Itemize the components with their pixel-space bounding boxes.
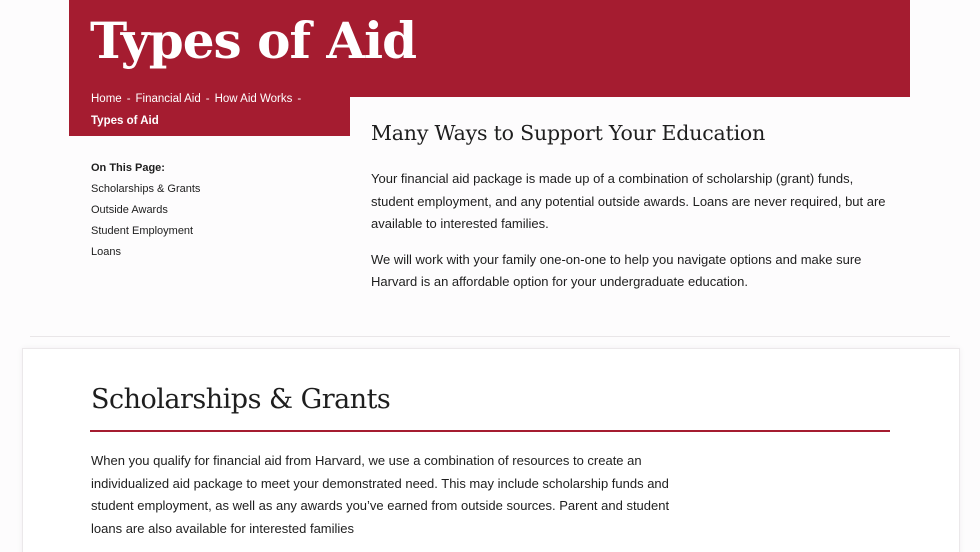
intro-heading: Many Ways to Support Your Education	[371, 121, 766, 145]
breadcrumb-financial-aid[interactable]: Financial Aid	[135, 93, 201, 105]
page-title: Types of Aid	[90, 11, 417, 70]
section-body: When you qualify for financial aid from Harvard, we use a combination of resources to create an individualized aid package to meet your demonstrated need. This may include scholarship funds and student employment, as well as any awards you’ve earned from outside sources. Parent and student loans are also available for interested families	[91, 453, 670, 536]
toc-heading: On This Page:	[91, 162, 165, 174]
toc-item-student-employment[interactable]: Student Employment	[91, 225, 194, 237]
section-title: Scholarships & Grants	[91, 384, 391, 415]
toc-item-scholarships-grants[interactable]: Scholarships & Grants	[91, 183, 201, 195]
breadcrumb-separator: -	[126, 93, 131, 105]
breadcrumb	[91, 88, 341, 132]
intro-paragraph: We will work with your family one-on-one to help you navigate options and make sure Harvard is an affordable option for your undergraduate education.	[371, 251, 862, 289]
section-divider	[30, 336, 950, 337]
toc-item-outside-awards[interactable]: Outside Awards	[91, 204, 168, 216]
breadcrumb-how-aid-works[interactable]: How Aid Works	[214, 93, 293, 105]
breadcrumb-separator: -	[297, 93, 302, 105]
breadcrumb-home[interactable]: Home	[91, 93, 122, 105]
toc-item-loans[interactable]: Loans	[91, 246, 121, 258]
intro-paragraph: Your financial aid package is made up of a combination of scholarship (grant) funds, student employment, and any potential outside awards. Loans are never required, but are available to interested families.	[371, 171, 886, 231]
breadcrumb-current: Types of Aid	[91, 115, 159, 127]
on-this-page-nav	[91, 158, 321, 263]
intro-section	[371, 116, 896, 294]
breadcrumb-separator: -	[205, 93, 210, 105]
section-title-rule	[90, 430, 890, 432]
